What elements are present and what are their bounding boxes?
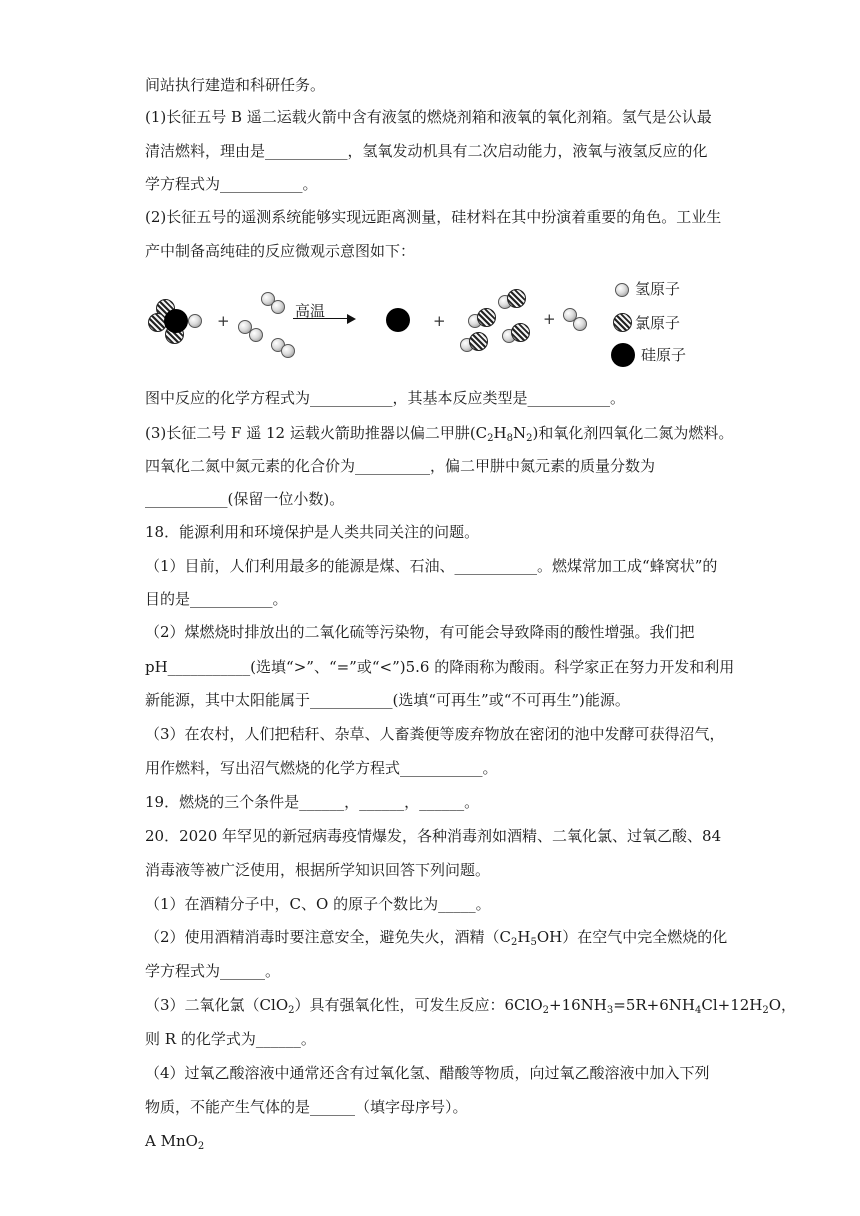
plus-sign: +: [217, 312, 230, 330]
hydrogen-atom: [271, 300, 285, 314]
reaction-diagram: [145, 280, 705, 380]
text-line: 则 R 的化学式为______。: [145, 1030, 316, 1048]
legend-silicon-label: 硅原子: [641, 346, 687, 364]
text-line: 消毒液等被广泛使用，根据所学知识回答下列问题。: [145, 861, 491, 879]
legend-chlorine-label: 氯原子: [635, 314, 681, 332]
question-17-part-1: (1)长征五号 B 遥二运载火箭中含有液氢的燃烧剂箱和液氧的氧化剂箱。氢气是公认最: [145, 108, 712, 126]
legend-hydrogen-label: 氢原子: [635, 280, 681, 298]
hydrogen-atom: [249, 328, 263, 342]
silicon-atom: [164, 309, 188, 333]
text-line: ___________(保留一位小数)。: [145, 490, 345, 508]
question-18-part-1: （1）目前，人们利用最多的能源是煤、石油、___________。燃煤常加工成“蜂窝状”的: [145, 557, 718, 575]
text-line: 物质，不能产生气体的是______（填字母序号）。: [145, 1098, 468, 1116]
legend-silicon-icon: [611, 343, 635, 367]
text-line: pH___________(选填“>”、“=”或“<”)5.6 的降雨称为酸雨。科学家正在努力开发和利用: [145, 658, 735, 676]
question-20-part-4: （4）过氧乙酸溶液中通常还含有过氧化氢、醋酸等物质，向过氧乙酸溶液中加入下列: [145, 1064, 710, 1082]
chlorine-atom: [511, 323, 530, 342]
reaction-condition: 高温: [295, 302, 326, 320]
text-line: 新能源，其中太阳能属于___________(选填“可再生”或“不可再生”)能源。: [145, 691, 630, 709]
arrow-head-icon: [347, 314, 356, 324]
chlorine-atom: [469, 332, 488, 351]
text-line: 目的是___________。: [145, 590, 288, 608]
question-18-part-3: （3）在农村，人们把秸秆、杂草、人畜粪便等废弃物放在密闭的池中发酵可获得沼气，: [145, 725, 725, 743]
chlorine-atom: [507, 289, 526, 308]
hydrogen-atom: [573, 317, 587, 331]
question-18-part-2: （2）煤燃烧时排放出的二氧化硫等污染物，有可能会导致降雨的酸性增强。我们把: [145, 623, 695, 641]
text-line: 产中制备高纯硅的反应微观示意图如下：: [145, 242, 416, 260]
text-line: 用作燃料，写出沼气燃烧的化学方程式___________。: [145, 759, 498, 777]
question-19: 19．燃烧的三个条件是______，______，______。: [145, 793, 480, 811]
legend-chlorine-icon: [613, 313, 632, 332]
text-line: 间站执行建造和科研任务。: [145, 76, 326, 94]
option-a: A MnO$_2$: [145, 1132, 205, 1152]
text-line: 清洁燃料，理由是___________，氢氧发动机具有二次启动能力，液氧与液氢反应的化: [145, 142, 708, 160]
question-20-stem: 20．2020 年罕见的新冠病毒疫情爆发，各种消毒剂如酒精、二氧化氯、过氧乙酸、84: [145, 827, 722, 845]
reaction-arrow: [293, 318, 349, 319]
hydrogen-atom: [188, 314, 202, 328]
text-line: 学方程式为___________。: [145, 175, 318, 193]
text-line: 图中反应的化学方程式为___________，其基本反应类型是___________。: [145, 389, 626, 407]
question-20-part-2: （2）使用酒精消毒时要注意安全，避免失火，酒精$(C_2H_5OH)$在空气中完全燃烧的化: [145, 928, 728, 948]
question-17-part-3: (3)长征二号 F 遥 12 运载火箭助推器以偏二甲肼$(C_2H_8N_2)$和氧化剂四氧化二氮为燃料。: [145, 424, 734, 444]
plus-sign: +: [433, 312, 446, 330]
question-18-stem: 18．能源利用和环境保护是人类共同关注的问题。: [145, 523, 480, 541]
question-20-part-1: （1）在酒精分子中，C、O 的原子个数比为_____。: [145, 895, 491, 913]
chlorine-atom: [477, 308, 496, 327]
silicon-atom: [386, 308, 410, 332]
question-17-part-2: (2)长征五号的遥测系统能够实现远距离测量，硅材料在其中扮演着重要的角色。工业生: [145, 208, 722, 226]
text-line: 四氧化二氮中氮元素的化合价为__________，偏二甲肼中氮元素的质量分数为: [145, 457, 656, 475]
text-line: 学方程式为______。: [145, 962, 281, 980]
legend-hydrogen-icon: [615, 283, 629, 297]
hydrogen-atom: [281, 344, 295, 358]
question-20-part-3: （3）二氧化氯（ClO$_2$）具有强氧化性，可发生反应：$6ClO_2+16NH_3=5R+6NH_4Cl+12H_2O$，: [145, 996, 797, 1016]
plus-sign: +: [543, 310, 556, 328]
